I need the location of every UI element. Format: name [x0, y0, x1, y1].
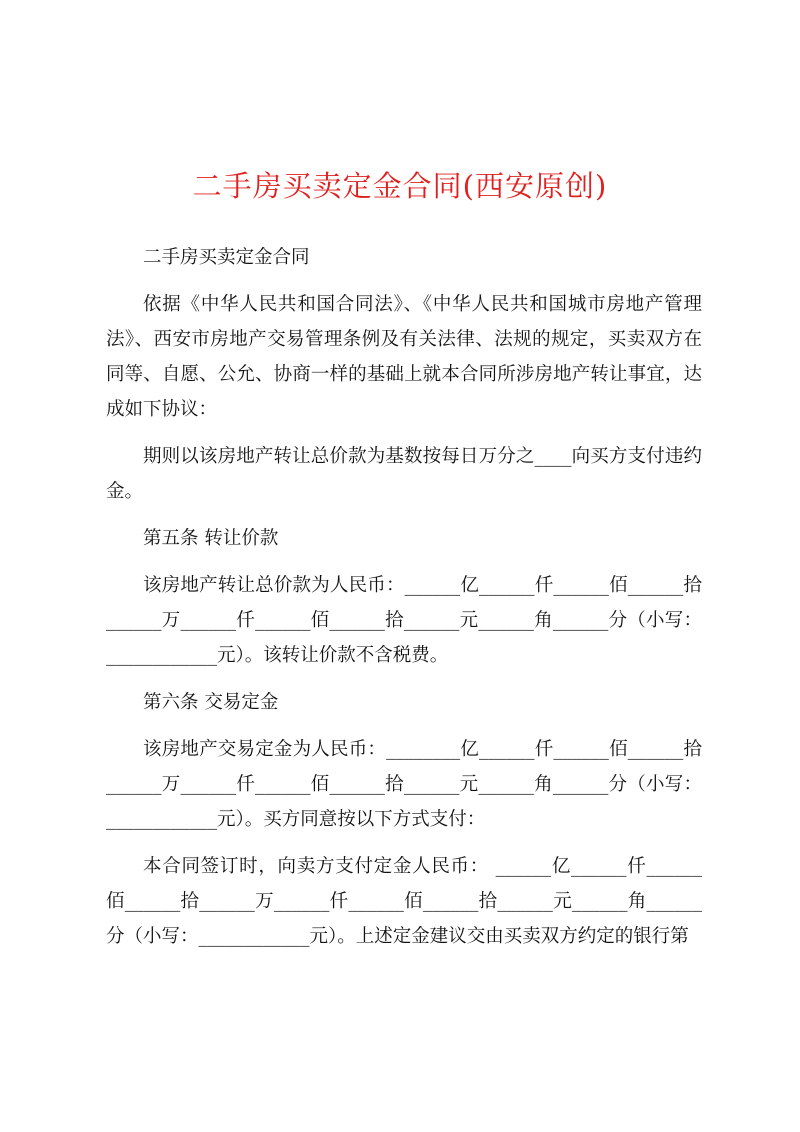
document-body	[106, 240, 702, 966]
penalty-paragraph: 期则以该房地产转让总价款为基数按每日万分之____向买方支付违约金。	[106, 446, 702, 502]
deposit-payment-paragraph: 本合同签订时，向卖方支付定金人民币： ______亿______仟______佰______拾______万______仟______佰______拾______元______角______分（小写：____________元）。上述定金建议交由买卖双方约定的银行第	[106, 856, 702, 947]
document-title: 二手房买卖定金合同(西安原创)	[192, 169, 608, 203]
transfer-price-paragraph: 该房地产转让总价款为人民币：______亿______仟______佰______拾______万______仟______佰______拾______元______角______分（小写：____________元）。该转让价款不含税费。	[106, 575, 702, 666]
preamble-paragraph: 依据《中华人民共和国合同法》、《中华人民共和国城市房地产管理法》、西安市房地产交易管理条例及有关法律、法规的规定，买卖双方在同等、自愿、公允、协商一样的基础上就本合同所涉房地产转让事宜，达成如下协议：	[106, 294, 702, 420]
article-6-heading: 第六条 交易定金	[143, 692, 279, 713]
deposit-amount-paragraph: 该房地产交易定金为人民币：________亿______仟______佰______拾______万______仟______佰______拾______元______角______分（小写：____________元）。买方同意按以下方式支付：	[106, 739, 702, 830]
contract-name-paragraph: 二手房买卖定金合同	[143, 247, 310, 268]
article-5-heading: 第五条 转让价款	[143, 528, 279, 549]
